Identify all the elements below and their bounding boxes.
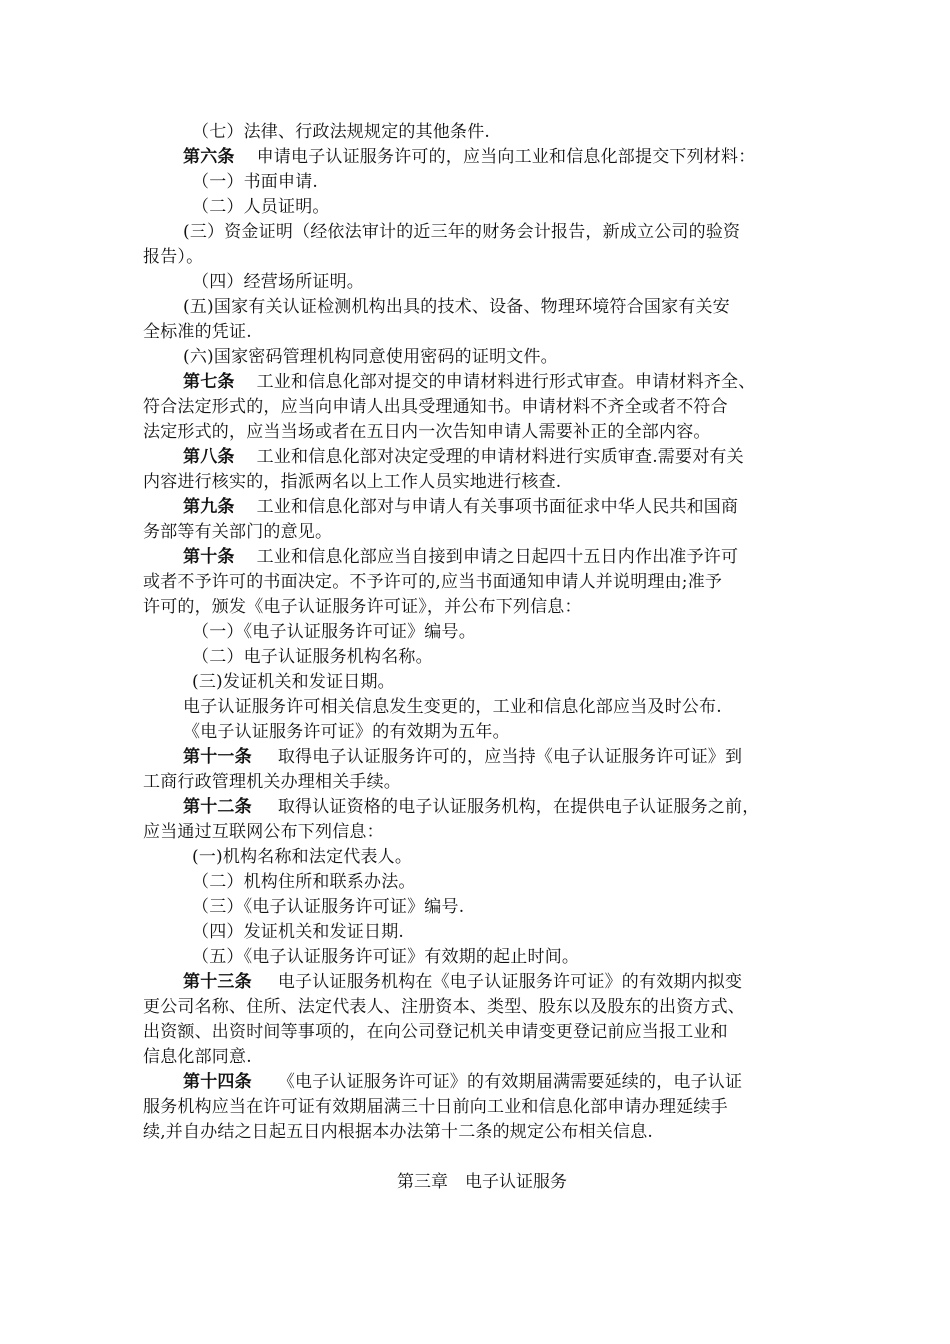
article-9-text: 工业和信息化部对与申请人有关事项书面征求中华人民共和国商 (256, 497, 739, 517)
article-10-line-2: 或者不予许可的书面决定。不予许可的,应当书面通知申请人并说明理由;准予 (143, 572, 723, 592)
article-10-para-3: 《电子认证服务许可证》的有效期为五年。 (183, 722, 510, 742)
article-10-line-3: 许可的，颁发《电子认证服务许可证》，并公布下列信息： (143, 597, 582, 617)
article-10-item-3: (三)发证机关和发证日期。 (192, 672, 395, 692)
article-12-item-5: （五）《电子认证服务许可证》有效期的起止时间。 (192, 947, 580, 967)
article-10-text: 工业和信息化部应当自接到申请之日起四十五日内作出准予许可 (256, 547, 739, 567)
paragraph-item-seven: （七）法律、行政法规规定的其他条件. (192, 122, 491, 142)
article-11-heading: 第十一条 (183, 747, 252, 767)
article-11-line-2: 工商行政管理机关办理相关手续。 (143, 772, 401, 792)
article-7-line-1 (143, 370, 809, 395)
article-10-line-1 (143, 545, 809, 570)
article-12-item-4: （四）发证机关和发证日期. (192, 922, 405, 942)
article-14-heading: 第十四条 (183, 1072, 252, 1092)
article-6-text: 申请电子认证服务许可的，应当向工业和信息化部提交下列材料： (256, 147, 756, 167)
spacer (143, 1145, 809, 1170)
article-13-line-1 (143, 970, 809, 995)
article-13-line-3: 出资额、出资时间等事项的，在向公司登记机关申请变更登记前应当报工业和 (143, 1022, 728, 1042)
article-14-line-2: 服务机构应当在许可证有效期届满三十日前向工业和信息化部申请办理延续手 (143, 1097, 728, 1117)
article-11-line-1 (143, 745, 809, 770)
article-13-line-4: 信息化部同意. (143, 1047, 252, 1067)
article-8-line-1 (143, 445, 809, 470)
article-10-para-2: 电子认证服务许可相关信息发生变更的，工业和信息化部应当及时公布. (183, 697, 722, 717)
article-6-item-5: (五)国家有关认证检测机构出具的技术、设备、物理环境符合国家有关安 (183, 297, 730, 317)
article-10-item-1: （一）《电子认证服务许可证》编号。 (192, 622, 476, 642)
article-7-line-3: 法定形式的，应当当场或者在五日内一次告知申请人需要补正的全部内容。 (143, 422, 711, 442)
article-13-text: 电子认证服务机构在《电子认证服务许可证》的有效期内拟变 (277, 972, 743, 992)
article-12-line-2: 应当通过互联网公布下列信息： (143, 822, 384, 842)
article-12-item-1: (一)机构名称和法定代表人。 (192, 847, 413, 867)
article-7-heading: 第七条 (183, 372, 235, 392)
article-13-heading: 第十三条 (183, 972, 252, 992)
article-12-heading: 第十二条 (183, 797, 252, 817)
article-6-heading: 第六条 (183, 147, 235, 167)
article-8-line-2: 内容进行核实的，指派两名以上工作人员实地进行核查. (143, 472, 562, 492)
article-7-line-2: 符合法定形式的，应当向申请人出具受理通知书。申请材料不齐全或者不符合 (143, 397, 728, 417)
article-6-item-3: (三）资金证明（经依法审计的近三年的财务会计报告，新成立公司的验资 (183, 222, 741, 242)
article-9-line-2: 务部等有关部门的意见。 (143, 522, 333, 542)
article-7-text: 工业和信息化部对提交的申请材料进行形式审查。申请材料齐全、 (256, 372, 756, 392)
article-12-item-2: （二）机构住所和联系办法。 (192, 872, 416, 892)
article-6-line-1 (143, 145, 809, 170)
article-6-item-3-cont: 报告）。 (143, 247, 204, 267)
article-8-heading: 第八条 (183, 447, 235, 467)
article-13-line-2: 更公司名称、住所、法定代表人、注册资本、类型、股东以及股东的出资方式、 (143, 997, 745, 1017)
document-page (143, 120, 809, 1195)
chapter-title: 第三章 电子认证服务 (397, 1172, 567, 1192)
article-6-item-5-cont: 全标准的凭证. (143, 322, 252, 342)
article-12-text: 取得认证资格的电子认证服务机构，在提供电子认证服务之前， (277, 797, 760, 817)
article-12-item-3: （三）《电子认证服务许可证》编号. (192, 897, 465, 917)
article-14-line-1 (143, 1070, 809, 1095)
article-6-item-4: （四）经营场所证明。 (192, 272, 364, 292)
article-6-item-6: (六)国家密码管理机构同意使用密码的证明文件。 (183, 347, 558, 367)
article-9-line-1 (143, 495, 809, 520)
article-10-item-2: （二）电子认证服务机构名称。 (192, 647, 433, 667)
article-14-text: 《电子认证服务许可证》的有效期届满需要延续的，电子认证 (277, 1072, 743, 1092)
article-6-item-2: （二）人员证明。 (192, 197, 330, 217)
article-12-line-1 (143, 795, 809, 820)
article-8-text: 工业和信息化部对决定受理的申请材料进行实质审查.需要对有关 (256, 447, 744, 467)
article-6-item-1: （一）书面申请. (192, 172, 319, 192)
article-11-text: 取得电子认证服务许可的，应当持《电子认证服务许可证》到 (277, 747, 743, 767)
article-9-heading: 第九条 (183, 497, 235, 517)
article-10-heading: 第十条 (183, 547, 235, 567)
article-14-line-3: 续,并自办结之日起五日内根据本办法第十二条的规定公布相关信息. (143, 1122, 654, 1142)
